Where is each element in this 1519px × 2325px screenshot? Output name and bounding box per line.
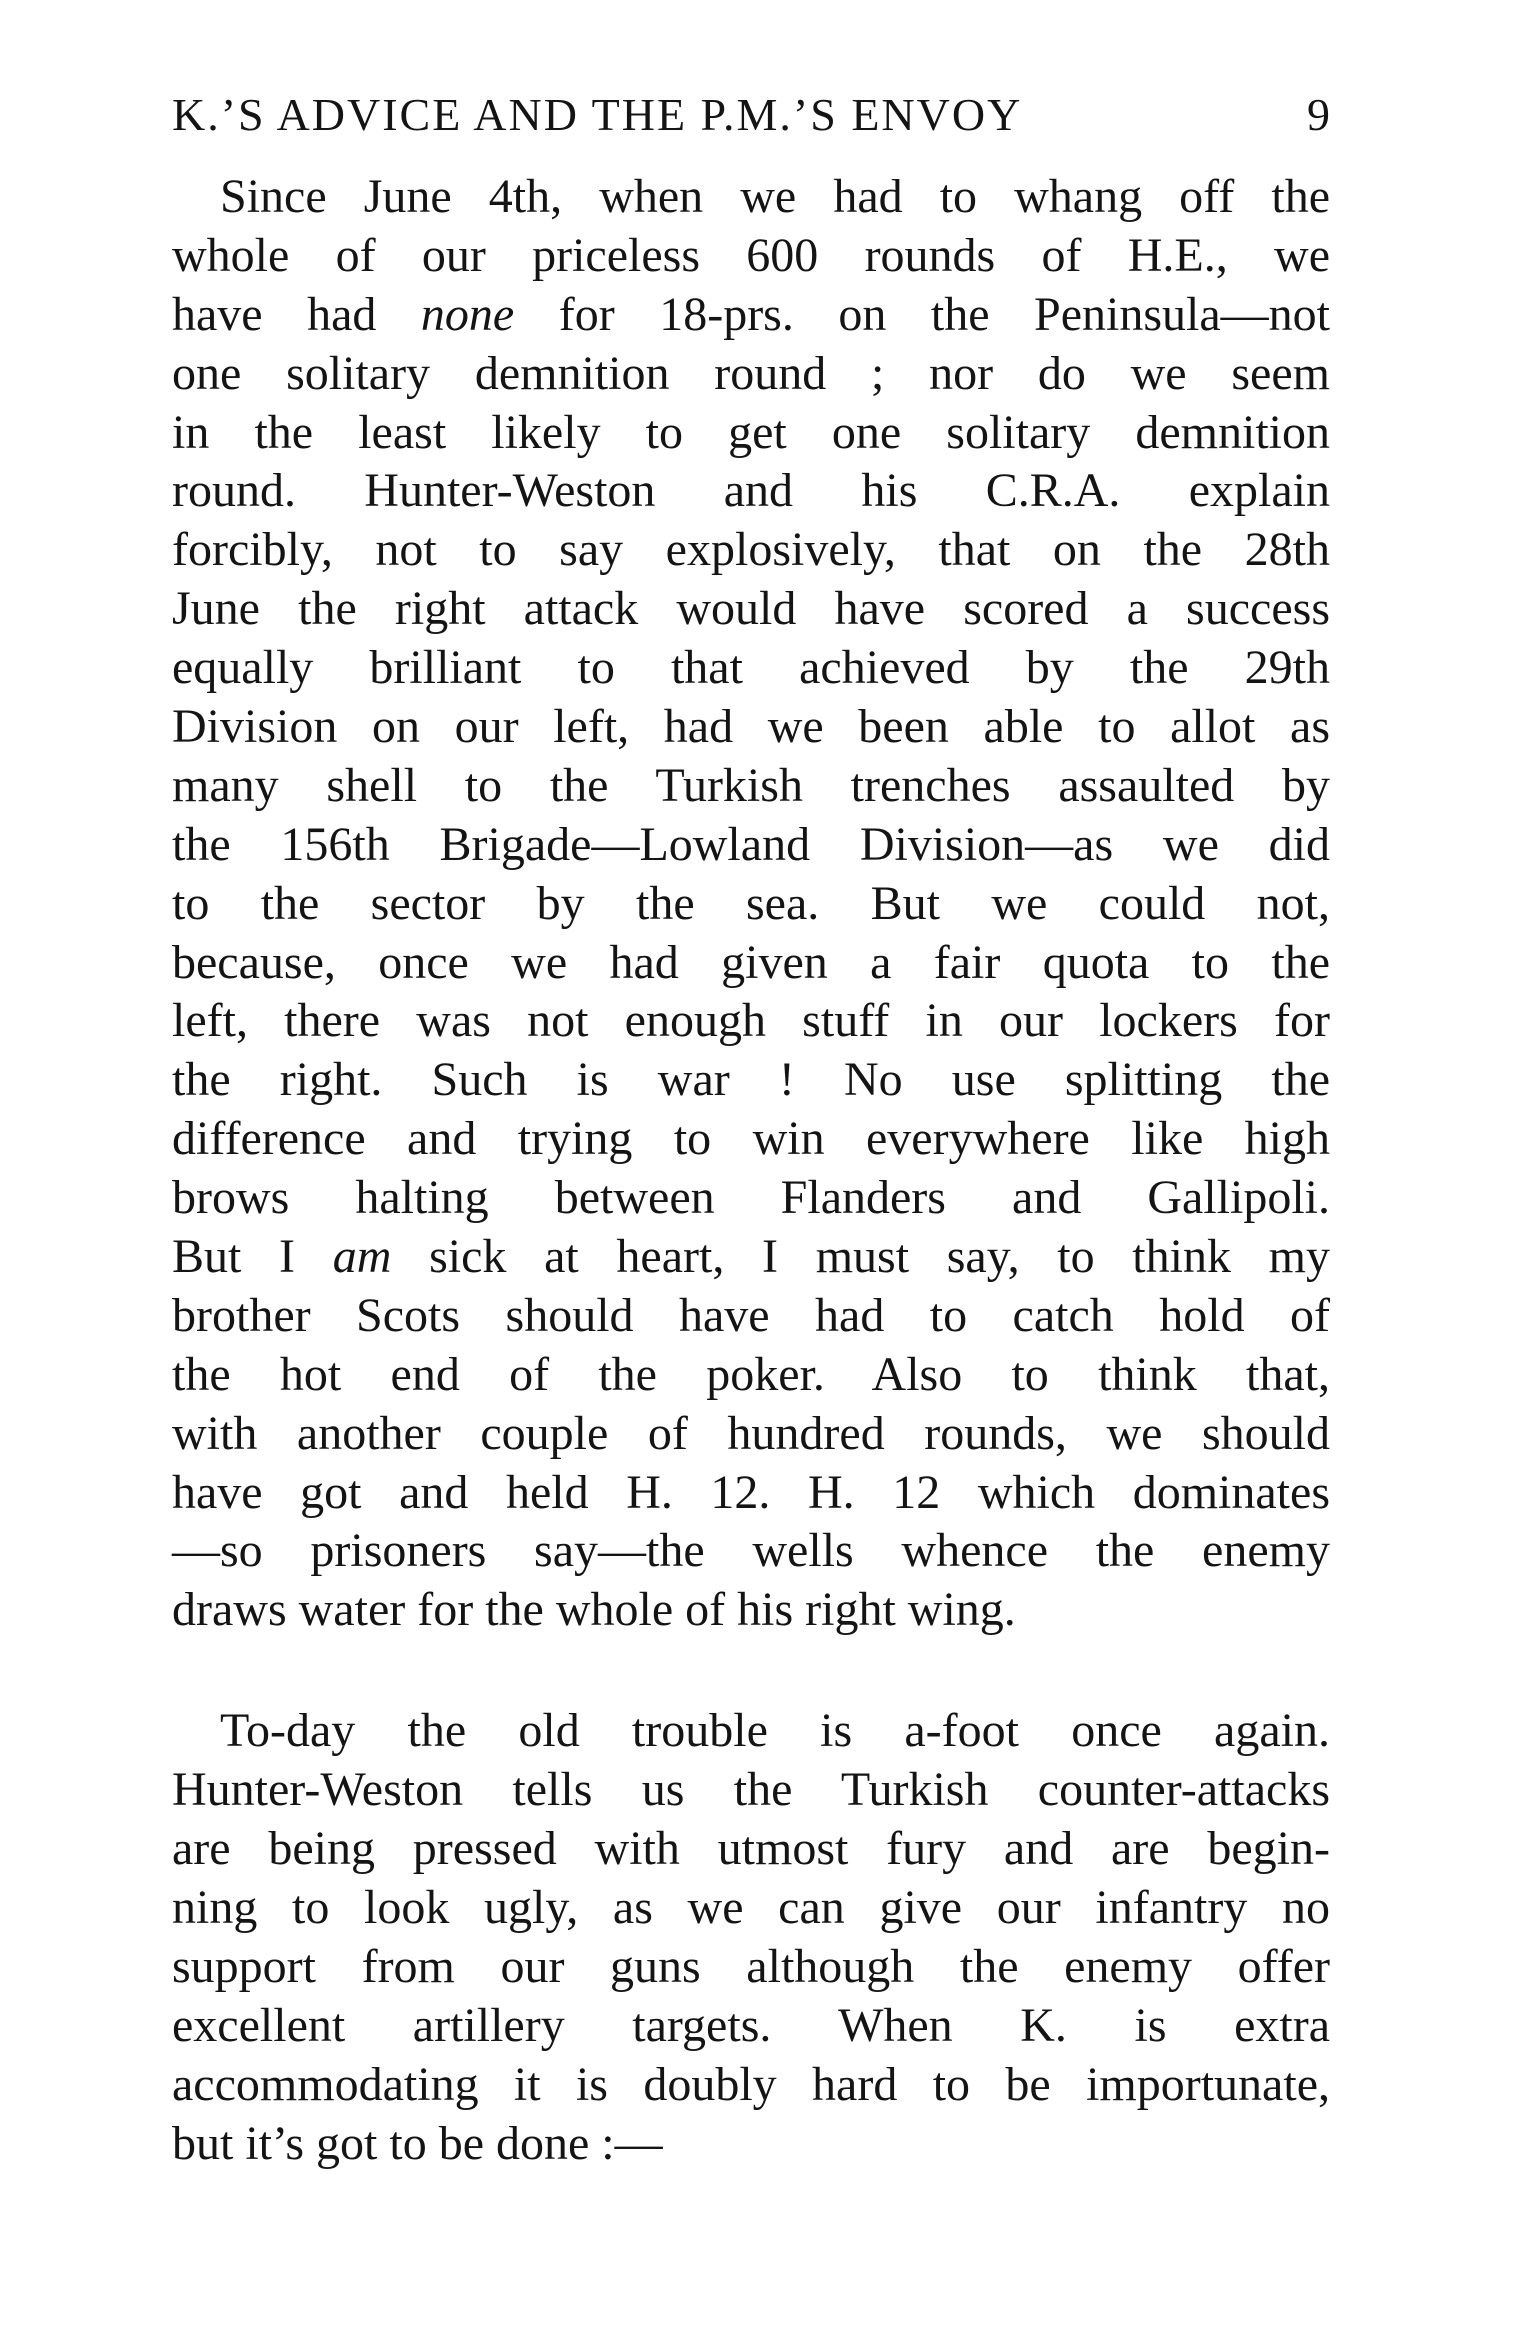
text-line: the right. Such is war ! No use splitting the	[172, 1053, 1330, 1107]
text-line: June the right attack would have scored a success	[172, 582, 1330, 636]
text-line: accommodating it is doubly hard to be importunate,	[172, 2057, 1330, 2111]
text-line: are being pressed with utmost fury and are begin-	[172, 1822, 1330, 1876]
text-line: Since June 4th, when we had to whang off the	[220, 170, 1330, 223]
text-line: round. Hunter-Weston and his C.R.A. explain	[172, 464, 1330, 518]
text-line: Hunter-Weston tells us the Turkish counter-attacks	[172, 1763, 1330, 1817]
text-line: to the sector by the sea. But we could not,	[172, 876, 1330, 930]
text-line: but it’s got to be done :—	[172, 2116, 663, 2170]
text-line: draws water for the whole of his right wing.	[172, 1583, 1016, 1637]
text-line: with another couple of hundred rounds, we should	[172, 1406, 1330, 1460]
text-line: But I am sick at heart, I must say, to think my	[172, 1230, 1331, 1284]
running-head	[172, 88, 1332, 148]
paragraph-1	[172, 168, 1330, 1640]
running-head-title: K.’S ADVICE AND THE P.M.’S ENVOY	[172, 89, 1023, 140]
emphasis: am	[332, 1230, 392, 1284]
text-line: whole of our priceless 600 rounds of H.E., we	[172, 228, 1330, 282]
text-line: the hot end of the poker. Also to think that,	[172, 1347, 1330, 1401]
paragraph-gap	[172, 1640, 1330, 1702]
text-line: brows halting between Flanders and Gallipoli.	[172, 1171, 1330, 1225]
text-line: because, once we had given a fair quota to the	[172, 935, 1330, 989]
paragraph-2	[172, 1702, 1330, 2173]
text-line: Division on our left, had we been able to allot as	[172, 700, 1330, 754]
text-line: excellent artillery targets. When K. is extra	[172, 1998, 1330, 2052]
text-line: —so prisoners say—the wells whence the enemy	[172, 1524, 1330, 1578]
text-line: To-day the old trouble is a-foot once again.	[220, 1704, 1330, 1758]
text-line: have got and held H. 12. H. 12 which dominates	[172, 1465, 1330, 1519]
text-line: difference and trying to win everywhere like high	[172, 1112, 1330, 1166]
text-line: ning to look ugly, as we can give our infantry no	[172, 1880, 1330, 1934]
body-text	[172, 168, 1330, 2173]
text-line: equally brilliant to that achieved by the 29th	[172, 641, 1330, 695]
emphasis: none	[420, 287, 515, 341]
page-number: 9	[1307, 89, 1332, 140]
text-line: forcibly, not to say explosively, that on the 28th	[172, 523, 1330, 577]
text-line: left, there was not enough stuff in our lockers for	[172, 994, 1330, 1048]
text-line: one solitary demnition round ; nor do we seem	[172, 346, 1330, 400]
text-line: in the least likely to get one solitary demnition	[172, 405, 1330, 459]
text-line: have had none for 18-prs. on the Peninsula—not	[172, 287, 1330, 341]
text-line: brother Scots should have had to catch hold of	[172, 1288, 1330, 1342]
text-line: many shell to the Turkish trenches assaulted by	[172, 758, 1330, 812]
text-line: the 156th Brigade—Lowland Division—as we did	[172, 817, 1330, 871]
text-line: support from our guns although the enemy offer	[172, 1939, 1330, 1993]
